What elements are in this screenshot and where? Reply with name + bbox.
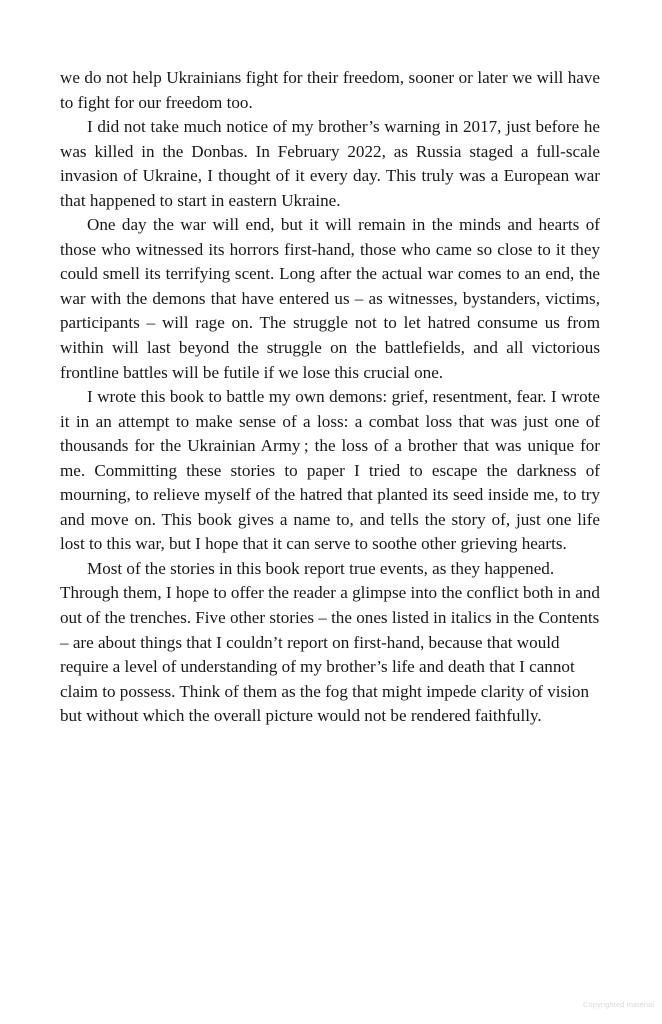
paragraph-wrote-this-book: I wrote this book to battle my own demons: grief, resentment, fear. I wrote it in an attempt to make sense of a loss: a combat loss that was just one of thousands for the Ukrainian Army ; the loss of a brother that was unique for me. Committing these stories to paper I tried to escape the darkness of mourning, to relieve myself of the hatred that planted its seed inside me, to try and move on. This book gives a name to, and tells the story of, just one life lost to this war, but I hope that it can serve to soothe other grieving hearts. (60, 387, 600, 554)
page-text-block (60, 66, 600, 729)
paragraph-brothers-warning: I did not take much notice of my brother’s warning in 2017, just before he was killed in the Donbas. In February 2022, as Russia staged a full-scale invasion of Ukraine, I thought of it every day. This truly was a European war that happened to start in eastern Ukraine. (60, 117, 600, 210)
paragraph-one-day-the-war: One day the war will end, but it will remain in the minds and hearts of those who witnessed its horrors first-hand, those who came so close to it they could smell its terrifying scent. Long after the actual war comes to an end, the war with the demons that have entered us – as witnesses, bystanders, victims, participants – will rage on. The struggle not to let hatred consume us from within will last beyond the struggle on the battlefields, and all victorious frontline battles will be futile if we lose this crucial one. (60, 215, 600, 382)
paragraph-most-of-the-stories: Most of the stories in this book report true events, as they happened. Through them, I hope to offer the reader a glimpse into the conflict both in and out of the trenches. Five other stories – the ones listed in italics in the Contents – are about things that I couldn’t report on first-hand, because that would require a level of understanding of my brother’s life and death that I cannot claim to possess. Think of them as the fog that might impede clarity of vision but without which the overall picture would not be rendered faithfully. (60, 558, 600, 726)
paragraph-continued: we do not help Ukrainians fight for their freedom, sooner or later we will have to fight for our freedom too. (60, 68, 600, 112)
copyright-watermark: Copyrighted material (583, 1000, 655, 1009)
